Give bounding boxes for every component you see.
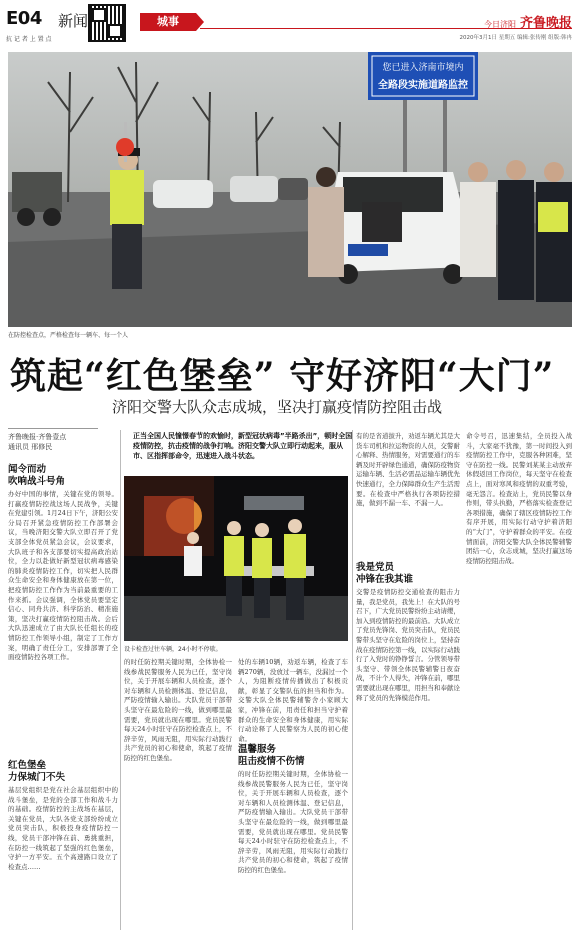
column-3b-text: 的时任防控期关键时期，全体协检一线参战民警服务人民为已任，坚守岗位，关于开展车辆和人员检查，逐个对车辆和人员检测体温、登记信息，严防疫情输入输出。大队党员干部带头坚守在最危险的一线，做到哪里最需要，党员就出现在哪里。党员民警每天24小时驻守在防控检查点上，不辞辛劳，风雨无阻，用实际行动践行共产党员的初心和使命，筑起了疫情防控的红色堡垒。 bbox=[238, 770, 348, 874]
brand-logo: 齐鲁晚报 bbox=[519, 16, 572, 31]
page-header bbox=[0, 0, 580, 50]
column-5-text: 命令号召，迅速集结，全员投入战斗，大家毫不犹豫，第一时间投入到疫情防控工作中，克服各种困难，坚守在防控一线。民警刘某某主动放弃休假返回工作岗位，每天坚守在检查点上，面对寒风和疫情的双重考验，毫无怨言。检查站上，党员民警以身作则，带头执勤，严格落实检查登记各项措施，确保了辖区疫情防控工作有序开展，用实际行动守护着济阳的“大门”，守护着群众的平安。在疫情面前，济阳交警大队全体民警辅警团结一心，众志成城，坚决打赢这场疫情防控阻击战。 bbox=[466, 432, 572, 565]
header-subtext: 抗 记 者 上 置 点 bbox=[6, 36, 52, 43]
checkpoint-photo bbox=[124, 476, 348, 641]
sign-line2: 全路段实施道路监控 bbox=[378, 80, 468, 91]
subtitle-2: 红色堡垒 力保城门不失 bbox=[8, 760, 66, 783]
subheadline: 济阳交警大队众志成城，坚决打赢疫情防控阻击战 bbox=[112, 398, 443, 416]
qr-code-icon bbox=[88, 4, 126, 42]
subtitle-3: 我是党员 冲锋在我其谁 bbox=[356, 562, 414, 585]
byline-source: 齐鲁晚报·齐鲁壹点 bbox=[8, 433, 67, 441]
subtitle-4: 温馨服务 阻击疫情不伤情 bbox=[238, 744, 305, 767]
lead-paragraph: 正当全国人民憧憬春节的欢愉时，新型冠状病毒”半路杀出”，顿时全国疫情防控，抗击疫情的战争打响。济阳交警大队立即行动起来，服从市、区指挥部命令，迅速进入战斗状态。 bbox=[133, 432, 353, 460]
column-2-text: 的时任防控期关键时期，全体协检一线参战民警服务人民为已任，坚守岗位，关于开展车辆和人员检查，逐个对车辆和人员检测体温、登记信息，严防疫情输入输出。大队党员干部带头坚守在最危险的一线，做到哪里最需要，党员就出现在哪里。党员民警每天24小时驻守在防控检查点上，不辞辛劳，风雨无阻，用实际行动践行共产党员的初心和使命，筑起了疫情防控的红色堡垒。 bbox=[124, 658, 232, 762]
column-rule bbox=[120, 430, 121, 930]
page-number: E04 bbox=[6, 8, 42, 29]
subtitle-1: 闻令而动 吹响战斗号角 bbox=[8, 464, 66, 487]
column-4-text: 有的是省道拔升，劝返车辆尤其是大货车司机和拉运物资的人员，交警耐心解释、热情服务，对需要通行的车辆及时开辟绿色通道，确保防疫物资运输车辆、生活必需品运输车辆优先快速通行，全力保障群众生产生活需要。在检查中严格执行各项防控措施，做到不漏一车、不漏一人。 bbox=[356, 432, 460, 508]
column-rule-2 bbox=[352, 430, 353, 930]
column-3-text: 处的车辆10辆，劝返车辆，检查了车辆270辆，没放过一辆车，没漏过一个人，为阻断疫情传播做出了积极贡献，彰显了交警队伍的担当和作为。交警大队全体民警辅警舍小家顾大家，冲锋在前，用责任和担当守护着群众的生命安全和身体健康，用实际行动诠释了人民警察为人民的初心使命。 bbox=[238, 658, 348, 743]
section-name: 新闻 bbox=[58, 12, 89, 30]
brand-small: 今日济阳 bbox=[483, 20, 516, 29]
main-photo-caption: 在防控检查点，严格检查每一辆车、每一个人 bbox=[8, 332, 129, 339]
column-1-text: 办好中国的事情，关键在党的领导。打赢疫情防控战这场人民战争，关键在党建引领。1月24日下午，济阳公安分局召开紧急疫情防控工作部署会议，当晚济阳交警大队立即召开了党支部全体党员紧急会议，会议要求，大队班子和各支部要切实提高政治站位，全力以赴做好新型冠状病毒感染的肺炎疫情防控工作，切实把人民群众生命安全和身体健康放在第一位，把疫情防控工作作为当前最重要的工作来抓。会议强调，全体党员要坚定信心、同舟共济、科学防治、精准施策，坚决打赢疫情防控阻击战。会后大队迅速成立了由大队长任组长的疫情防控工作领导小组，制定了工作方案，明确了责任分工，安排部署了全面疫情防控各项工作。 bbox=[8, 490, 118, 662]
column-1b-text: 基层党组织是党在社会基层组织中的战斗堡垒，是党的全部工作和战斗力的基础。疫情防控的主战场在基层，关键在党员，大队各党支部纷纷成立党员突击队，积极投身疫情防控一线，党员干部冲锋在前、勇挑重担，在防控一线筑起了坚强的红色堡垒，守护一方平安。五个高速路口设立了检查点…… bbox=[8, 786, 118, 871]
brand bbox=[484, 12, 572, 31]
section-tag: 城事 bbox=[140, 13, 196, 31]
byline-reporter: 通讯员 邢修民 bbox=[8, 443, 53, 451]
headline: 筑起“红色堡垒” 守好济阳“大门” bbox=[10, 355, 555, 397]
byline bbox=[8, 432, 66, 452]
checkpoint-photo-caption: 设卡检查过往车辆，24小时不停歇。 bbox=[124, 646, 222, 653]
issue-meta: 2020年3月1日 星期五 编辑:张传刚 组版:韩冉 bbox=[459, 35, 572, 41]
checkpoint-photo-illustration bbox=[124, 476, 348, 641]
column-4b-text: 交警是疫情防控交通检查的阻击力量，我是党员，我先上！在大队的号召下，广大党员民警纷纷主动请缨，加入到疫情防控的最前沿。大队成立了党员先锋岗、党员突击队，党员民警带头坚守在危险的岗位上，坚持奋战在疫情防控第一线，以实际行动践行了入党时的铮铮誓言。分管领导带头坚守、带领全体民警辅警日夜奋战，不计个人得失，冲锋在前，哪里需要就出现在哪里，用担当和奉献诠释了党员的先锋模范作用。 bbox=[356, 588, 460, 702]
main-photo bbox=[8, 52, 572, 327]
main-photo-illustration bbox=[8, 52, 572, 327]
sign-line1: 您已进入济南市境内 bbox=[382, 63, 464, 73]
